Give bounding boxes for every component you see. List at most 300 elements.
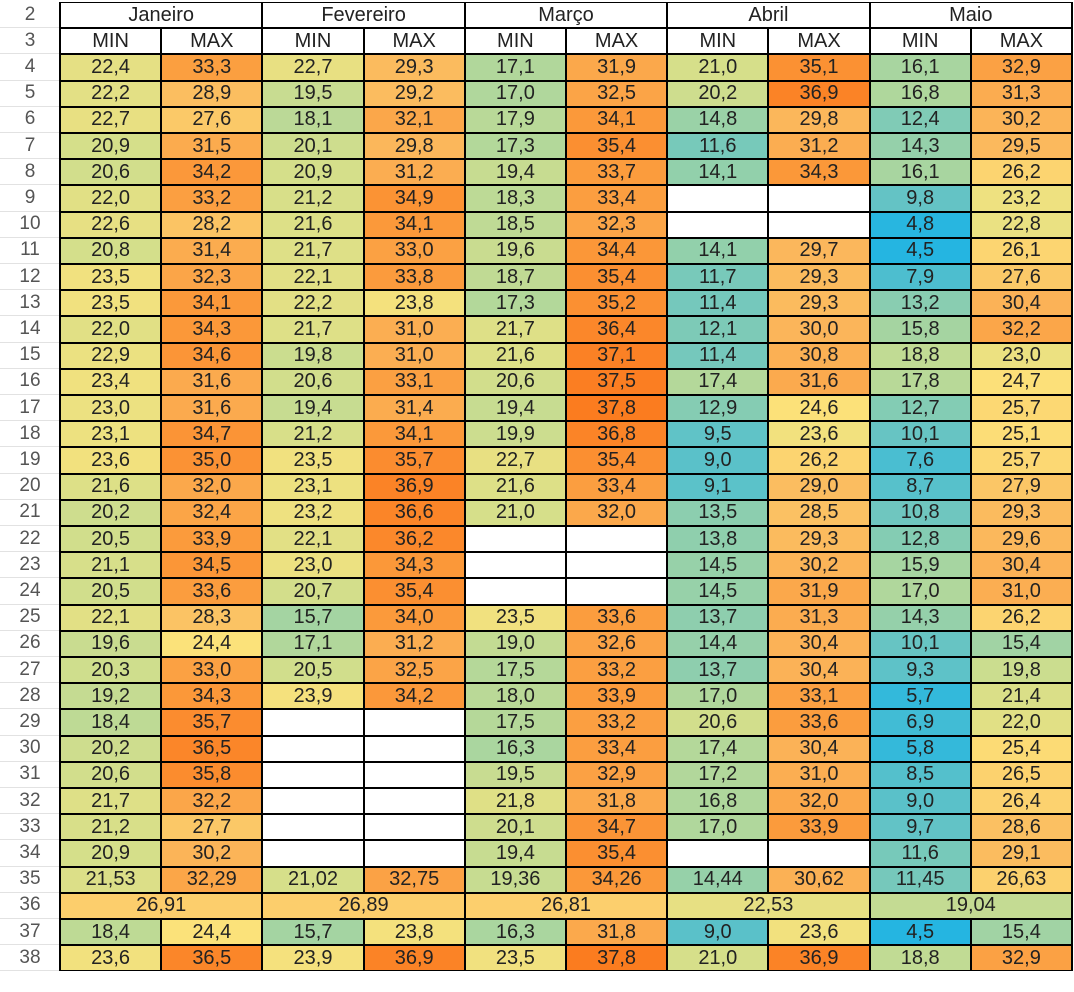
data-cell[interactable]: 19,8 <box>971 657 1072 683</box>
data-cell[interactable]: 32,5 <box>364 657 465 683</box>
data-cell[interactable]: 17,1 <box>465 54 566 80</box>
data-cell[interactable]: 17,3 <box>465 290 566 316</box>
data-cell[interactable]: 34,7 <box>161 421 262 447</box>
data-cell[interactable]: 35,4 <box>566 447 667 473</box>
data-cell[interactable]: 20,9 <box>262 159 363 185</box>
data-cell[interactable]: 30,4 <box>768 657 869 683</box>
maximum-cell[interactable]: 21,0 <box>667 945 768 971</box>
data-cell[interactable] <box>262 709 363 735</box>
maximum-cell[interactable]: 36,9 <box>768 945 869 971</box>
data-cell[interactable]: 14,5 <box>667 578 768 604</box>
data-cell[interactable]: 34,2 <box>364 683 465 709</box>
data-cell[interactable]: 14,8 <box>667 107 768 133</box>
month-header-3[interactable]: Abril <box>667 2 869 28</box>
data-cell[interactable]: 19,4 <box>465 159 566 185</box>
data-cell[interactable]: 22,0 <box>971 709 1072 735</box>
data-cell[interactable]: 35,2 <box>566 290 667 316</box>
row-number[interactable]: 16 <box>0 369 60 395</box>
maximum-cell[interactable]: 18,8 <box>870 945 971 971</box>
sub-header-max[interactable]: MAX <box>566 28 667 54</box>
data-cell[interactable]: 17,5 <box>465 709 566 735</box>
data-cell[interactable]: 23,1 <box>262 474 363 500</box>
row-number[interactable]: 31 <box>0 762 60 788</box>
data-cell[interactable]: 19,2 <box>60 683 161 709</box>
data-cell[interactable] <box>667 840 768 866</box>
data-cell[interactable]: 34,3 <box>161 316 262 342</box>
data-cell[interactable]: 10,1 <box>870 631 971 657</box>
data-cell[interactable]: 20,2 <box>60 500 161 526</box>
data-cell[interactable]: 22,1 <box>262 264 363 290</box>
data-cell[interactable]: 20,5 <box>60 578 161 604</box>
data-cell[interactable]: 17,5 <box>465 657 566 683</box>
data-cell[interactable]: 21,1 <box>60 552 161 578</box>
data-cell[interactable]: 33,7 <box>566 159 667 185</box>
data-cell[interactable]: 31,0 <box>768 762 869 788</box>
data-cell[interactable]: 37,1 <box>566 343 667 369</box>
data-cell[interactable]: 21,4 <box>971 683 1072 709</box>
data-cell[interactable]: 22,2 <box>262 290 363 316</box>
row-number[interactable]: 29 <box>0 709 60 735</box>
row-number[interactable]: 4 <box>0 54 60 80</box>
data-cell[interactable]: 20,6 <box>667 709 768 735</box>
data-cell[interactable]: 34,3 <box>364 552 465 578</box>
data-cell[interactable]: 33,9 <box>566 683 667 709</box>
data-cell[interactable]: 28,6 <box>971 814 1072 840</box>
data-cell[interactable]: 36,4 <box>566 316 667 342</box>
average-cell[interactable]: 34,26 <box>566 867 667 893</box>
data-cell[interactable]: 21,7 <box>262 316 363 342</box>
row-number[interactable]: 24 <box>0 578 60 604</box>
data-cell[interactable]: 21,0 <box>465 500 566 526</box>
data-cell[interactable]: 18,7 <box>465 264 566 290</box>
data-cell[interactable]: 21,7 <box>465 316 566 342</box>
data-cell[interactable]: 31,4 <box>364 395 465 421</box>
data-cell[interactable]: 29,3 <box>768 290 869 316</box>
data-cell[interactable]: 14,1 <box>667 159 768 185</box>
data-cell[interactable]: 36,9 <box>768 81 869 107</box>
data-cell[interactable]: 33,6 <box>566 605 667 631</box>
row-number[interactable]: 7 <box>0 133 60 159</box>
data-cell[interactable]: 29,1 <box>971 840 1072 866</box>
data-cell[interactable]: 24,6 <box>768 395 869 421</box>
row-number[interactable]: 26 <box>0 631 60 657</box>
data-cell[interactable]: 21,6 <box>465 343 566 369</box>
data-cell[interactable]: 23,5 <box>465 605 566 631</box>
data-cell[interactable]: 35,7 <box>364 447 465 473</box>
average-cell[interactable]: 11,45 <box>870 867 971 893</box>
data-cell[interactable]: 14,3 <box>870 133 971 159</box>
data-cell[interactable]: 19,8 <box>262 343 363 369</box>
row-number[interactable]: 35 <box>0 867 60 893</box>
data-cell[interactable]: 23,4 <box>60 369 161 395</box>
minimum-cell[interactable]: 31,8 <box>566 919 667 945</box>
data-cell[interactable]: 35,8 <box>161 762 262 788</box>
data-cell[interactable]: 31,2 <box>364 631 465 657</box>
data-cell[interactable] <box>566 526 667 552</box>
data-cell[interactable]: 34,2 <box>161 159 262 185</box>
data-cell[interactable] <box>768 840 869 866</box>
row-number[interactable]: 21 <box>0 500 60 526</box>
data-cell[interactable]: 6,9 <box>870 709 971 735</box>
data-cell[interactable]: 20,3 <box>60 657 161 683</box>
data-cell[interactable]: 36,2 <box>364 526 465 552</box>
data-cell[interactable]: 31,0 <box>364 316 465 342</box>
row-number[interactable]: 38 <box>0 945 60 971</box>
data-cell[interactable]: 23,2 <box>262 500 363 526</box>
data-cell[interactable]: 31,3 <box>768 605 869 631</box>
row-number[interactable]: 2 <box>0 2 60 28</box>
data-cell[interactable]: 29,8 <box>768 107 869 133</box>
monthly-average-cell[interactable]: 26,81 <box>465 893 667 919</box>
data-cell[interactable] <box>262 736 363 762</box>
data-cell[interactable]: 31,0 <box>364 343 465 369</box>
data-cell[interactable]: 18,4 <box>60 709 161 735</box>
data-cell[interactable]: 23,1 <box>60 421 161 447</box>
data-cell[interactable]: 13,2 <box>870 290 971 316</box>
data-cell[interactable]: 11,7 <box>667 264 768 290</box>
data-cell[interactable]: 34,1 <box>364 212 465 238</box>
data-cell[interactable] <box>465 552 566 578</box>
data-cell[interactable]: 22,6 <box>60 212 161 238</box>
data-cell[interactable]: 36,9 <box>364 474 465 500</box>
data-cell[interactable]: 23,2 <box>971 185 1072 211</box>
monthly-average-cell[interactable]: 26,91 <box>60 893 262 919</box>
data-cell[interactable]: 29,2 <box>364 81 465 107</box>
data-cell[interactable]: 17,4 <box>667 736 768 762</box>
data-cell[interactable]: 7,9 <box>870 264 971 290</box>
data-cell[interactable]: 27,6 <box>161 107 262 133</box>
data-cell[interactable]: 14,1 <box>667 238 768 264</box>
data-cell[interactable]: 19,6 <box>465 238 566 264</box>
data-cell[interactable]: 33,4 <box>566 736 667 762</box>
row-number[interactable]: 30 <box>0 736 60 762</box>
data-cell[interactable]: 20,2 <box>667 81 768 107</box>
data-cell[interactable]: 21,0 <box>667 54 768 80</box>
data-cell[interactable]: 24,7 <box>971 369 1072 395</box>
data-cell[interactable]: 20,5 <box>262 657 363 683</box>
data-cell[interactable]: 22,4 <box>60 54 161 80</box>
data-cell[interactable]: 33,3 <box>161 54 262 80</box>
data-cell[interactable]: 34,1 <box>566 107 667 133</box>
data-cell[interactable]: 29,0 <box>768 474 869 500</box>
data-cell[interactable]: 29,3 <box>768 264 869 290</box>
data-cell[interactable]: 28,3 <box>161 605 262 631</box>
data-cell[interactable] <box>566 552 667 578</box>
data-cell[interactable]: 15,4 <box>971 631 1072 657</box>
data-cell[interactable]: 29,3 <box>768 526 869 552</box>
data-cell[interactable]: 32,0 <box>161 474 262 500</box>
data-cell[interactable]: 19,6 <box>60 631 161 657</box>
data-cell[interactable]: 22,7 <box>465 447 566 473</box>
data-cell[interactable]: 12,9 <box>667 395 768 421</box>
data-cell[interactable]: 17,2 <box>667 762 768 788</box>
data-cell[interactable] <box>364 762 465 788</box>
data-cell[interactable]: 29,6 <box>971 526 1072 552</box>
data-cell[interactable]: 22,7 <box>60 107 161 133</box>
data-cell[interactable]: 20,6 <box>465 369 566 395</box>
data-cell[interactable]: 22,1 <box>60 605 161 631</box>
data-cell[interactable]: 5,8 <box>870 736 971 762</box>
data-cell[interactable] <box>465 578 566 604</box>
data-cell[interactable] <box>364 814 465 840</box>
data-cell[interactable] <box>262 762 363 788</box>
data-cell[interactable]: 23,0 <box>971 343 1072 369</box>
data-cell[interactable]: 13,5 <box>667 500 768 526</box>
data-cell[interactable]: 11,6 <box>870 840 971 866</box>
data-cell[interactable]: 33,6 <box>768 709 869 735</box>
data-cell[interactable]: 20,6 <box>60 762 161 788</box>
average-cell[interactable]: 30,62 <box>768 867 869 893</box>
data-cell[interactable]: 22,1 <box>262 526 363 552</box>
data-cell[interactable]: 20,1 <box>262 133 363 159</box>
average-cell[interactable]: 21,02 <box>262 867 363 893</box>
data-cell[interactable] <box>262 840 363 866</box>
data-cell[interactable]: 7,6 <box>870 447 971 473</box>
data-cell[interactable]: 32,9 <box>971 54 1072 80</box>
data-cell[interactable]: 34,3 <box>161 683 262 709</box>
data-cell[interactable]: 32,3 <box>161 264 262 290</box>
average-cell[interactable]: 19,36 <box>465 867 566 893</box>
data-cell[interactable]: 29,3 <box>971 500 1072 526</box>
data-cell[interactable]: 20,5 <box>60 526 161 552</box>
data-cell[interactable]: 20,2 <box>60 736 161 762</box>
data-cell[interactable]: 19,5 <box>262 81 363 107</box>
data-cell[interactable]: 35,4 <box>566 840 667 866</box>
data-cell[interactable]: 16,8 <box>667 788 768 814</box>
row-number[interactable]: 37 <box>0 919 60 945</box>
average-cell[interactable]: 14,44 <box>667 867 768 893</box>
data-cell[interactable]: 28,2 <box>161 212 262 238</box>
data-cell[interactable]: 30,4 <box>971 552 1072 578</box>
data-cell[interactable]: 31,6 <box>161 369 262 395</box>
data-cell[interactable]: 21,6 <box>262 212 363 238</box>
data-cell[interactable]: 34,5 <box>161 552 262 578</box>
minimum-cell[interactable]: 24,4 <box>161 919 262 945</box>
data-cell[interactable]: 5,7 <box>870 683 971 709</box>
data-cell[interactable] <box>667 185 768 211</box>
data-cell[interactable]: 26,5 <box>971 762 1072 788</box>
data-cell[interactable]: 15,9 <box>870 552 971 578</box>
data-cell[interactable] <box>364 788 465 814</box>
data-cell[interactable]: 32,2 <box>971 316 1072 342</box>
data-cell[interactable] <box>364 736 465 762</box>
data-cell[interactable]: 37,8 <box>566 395 667 421</box>
data-cell[interactable]: 15,7 <box>262 605 363 631</box>
row-number[interactable]: 28 <box>0 683 60 709</box>
data-cell[interactable]: 21,7 <box>262 238 363 264</box>
data-cell[interactable]: 26,4 <box>971 788 1072 814</box>
data-cell[interactable]: 31,3 <box>971 81 1072 107</box>
data-cell[interactable] <box>364 840 465 866</box>
sub-header-min[interactable]: MIN <box>870 28 971 54</box>
data-cell[interactable]: 31,2 <box>768 133 869 159</box>
data-cell[interactable]: 36,6 <box>364 500 465 526</box>
data-cell[interactable]: 32,3 <box>566 212 667 238</box>
data-cell[interactable]: 26,2 <box>768 447 869 473</box>
row-number[interactable]: 12 <box>0 264 60 290</box>
data-cell[interactable]: 23,0 <box>262 552 363 578</box>
data-cell[interactable]: 19,4 <box>465 840 566 866</box>
data-cell[interactable]: 33,1 <box>364 369 465 395</box>
data-cell[interactable]: 32,6 <box>566 631 667 657</box>
data-cell[interactable]: 28,5 <box>768 500 869 526</box>
row-number[interactable]: 36 <box>0 893 60 919</box>
data-cell[interactable]: 30,4 <box>768 736 869 762</box>
data-cell[interactable]: 22,0 <box>60 185 161 211</box>
monthly-average-cell[interactable]: 22,53 <box>667 893 869 919</box>
data-cell[interactable]: 25,4 <box>971 736 1072 762</box>
data-cell[interactable]: 30,2 <box>161 840 262 866</box>
data-cell[interactable] <box>768 212 869 238</box>
minimum-cell[interactable]: 15,4 <box>971 919 1072 945</box>
data-cell[interactable]: 33,6 <box>161 578 262 604</box>
data-cell[interactable]: 19,5 <box>465 762 566 788</box>
data-cell[interactable]: 17,0 <box>465 81 566 107</box>
data-cell[interactable]: 29,5 <box>971 133 1072 159</box>
row-number[interactable]: 9 <box>0 185 60 211</box>
data-cell[interactable]: 23,5 <box>262 447 363 473</box>
data-cell[interactable]: 34,7 <box>566 814 667 840</box>
month-header-4[interactable]: Maio <box>870 2 1072 28</box>
row-number[interactable]: 19 <box>0 447 60 473</box>
data-cell[interactable]: 12,7 <box>870 395 971 421</box>
data-cell[interactable]: 31,5 <box>161 133 262 159</box>
data-cell[interactable]: 4,8 <box>870 212 971 238</box>
data-cell[interactable]: 20,6 <box>262 369 363 395</box>
data-cell[interactable]: 16,1 <box>870 159 971 185</box>
data-cell[interactable]: 21,6 <box>60 474 161 500</box>
data-cell[interactable]: 21,6 <box>465 474 566 500</box>
monthly-average-cell[interactable]: 26,89 <box>262 893 464 919</box>
average-cell[interactable]: 21,53 <box>60 867 161 893</box>
data-cell[interactable]: 9,1 <box>667 474 768 500</box>
data-cell[interactable]: 34,0 <box>364 605 465 631</box>
data-cell[interactable]: 33,2 <box>566 657 667 683</box>
data-cell[interactable]: 33,2 <box>161 185 262 211</box>
data-cell[interactable]: 27,6 <box>971 264 1072 290</box>
data-cell[interactable]: 20,1 <box>465 814 566 840</box>
maximum-cell[interactable]: 36,9 <box>364 945 465 971</box>
data-cell[interactable]: 9,3 <box>870 657 971 683</box>
data-cell[interactable]: 9,5 <box>667 421 768 447</box>
data-cell[interactable]: 36,8 <box>566 421 667 447</box>
data-cell[interactable]: 30,0 <box>768 316 869 342</box>
maximum-cell[interactable]: 23,5 <box>465 945 566 971</box>
data-cell[interactable]: 8,7 <box>870 474 971 500</box>
data-cell[interactable]: 17,8 <box>870 369 971 395</box>
data-cell[interactable]: 30,4 <box>971 290 1072 316</box>
data-cell[interactable]: 17,1 <box>262 631 363 657</box>
row-number[interactable]: 11 <box>0 238 60 264</box>
data-cell[interactable]: 31,6 <box>768 369 869 395</box>
data-cell[interactable]: 11,4 <box>667 343 768 369</box>
data-cell[interactable]: 35,7 <box>161 709 262 735</box>
maximum-cell[interactable]: 37,8 <box>566 945 667 971</box>
data-cell[interactable]: 32,4 <box>161 500 262 526</box>
data-cell[interactable]: 33,8 <box>364 264 465 290</box>
data-cell[interactable]: 21,2 <box>262 421 363 447</box>
row-number[interactable]: 8 <box>0 159 60 185</box>
sub-header-max[interactable]: MAX <box>161 28 262 54</box>
data-cell[interactable]: 17,3 <box>465 133 566 159</box>
data-cell[interactable] <box>262 788 363 814</box>
data-cell[interactable]: 16,1 <box>870 54 971 80</box>
data-cell[interactable]: 33,9 <box>768 814 869 840</box>
row-number[interactable]: 23 <box>0 552 60 578</box>
data-cell[interactable]: 18,3 <box>465 185 566 211</box>
month-header-1[interactable]: Fevereiro <box>262 2 464 28</box>
month-header-2[interactable]: Março <box>465 2 667 28</box>
row-number[interactable]: 33 <box>0 814 60 840</box>
data-cell[interactable]: 32,9 <box>566 762 667 788</box>
data-cell[interactable]: 10,1 <box>870 421 971 447</box>
data-cell[interactable]: 32,0 <box>566 500 667 526</box>
month-header-0[interactable]: Janeiro <box>60 2 262 28</box>
data-cell[interactable]: 25,1 <box>971 421 1072 447</box>
data-cell[interactable]: 22,7 <box>262 54 363 80</box>
data-cell[interactable]: 34,3 <box>768 159 869 185</box>
data-cell[interactable]: 9,0 <box>870 788 971 814</box>
data-cell[interactable]: 33,9 <box>161 526 262 552</box>
data-cell[interactable]: 26,2 <box>971 159 1072 185</box>
minimum-cell[interactable]: 15,7 <box>262 919 363 945</box>
data-cell[interactable]: 34,1 <box>364 421 465 447</box>
data-cell[interactable]: 25,7 <box>971 447 1072 473</box>
data-cell[interactable]: 30,8 <box>768 343 869 369</box>
data-cell[interactable]: 19,4 <box>465 395 566 421</box>
data-cell[interactable]: 13,7 <box>667 657 768 683</box>
minimum-cell[interactable]: 23,6 <box>768 919 869 945</box>
data-cell[interactable]: 14,5 <box>667 552 768 578</box>
row-number[interactable]: 17 <box>0 395 60 421</box>
data-cell[interactable]: 19,9 <box>465 421 566 447</box>
data-cell[interactable]: 18,0 <box>465 683 566 709</box>
data-cell[interactable]: 22,8 <box>971 212 1072 238</box>
monthly-average-cell[interactable]: 19,04 <box>870 893 1072 919</box>
data-cell[interactable]: 33,1 <box>768 683 869 709</box>
data-cell[interactable]: 33,4 <box>566 474 667 500</box>
data-cell[interactable]: 20,9 <box>60 840 161 866</box>
data-cell[interactable]: 14,3 <box>870 605 971 631</box>
data-cell[interactable]: 32,5 <box>566 81 667 107</box>
data-cell[interactable]: 23,5 <box>60 264 161 290</box>
row-number[interactable]: 10 <box>0 212 60 238</box>
data-cell[interactable]: 23,0 <box>60 395 161 421</box>
row-number[interactable]: 6 <box>0 107 60 133</box>
data-cell[interactable]: 35,1 <box>768 54 869 80</box>
data-cell[interactable]: 34,9 <box>364 185 465 211</box>
data-cell[interactable]: 30,4 <box>768 631 869 657</box>
data-cell[interactable]: 18,8 <box>870 343 971 369</box>
data-cell[interactable] <box>364 709 465 735</box>
data-cell[interactable]: 33,0 <box>161 657 262 683</box>
data-cell[interactable]: 22,0 <box>60 316 161 342</box>
data-cell[interactable]: 31,4 <box>161 238 262 264</box>
data-cell[interactable]: 35,0 <box>161 447 262 473</box>
data-cell[interactable]: 19,4 <box>262 395 363 421</box>
data-cell[interactable]: 33,4 <box>566 185 667 211</box>
data-cell[interactable]: 17,0 <box>667 683 768 709</box>
data-cell[interactable]: 31,0 <box>971 578 1072 604</box>
data-cell[interactable]: 27,7 <box>161 814 262 840</box>
data-cell[interactable]: 17,4 <box>667 369 768 395</box>
sub-header-max[interactable]: MAX <box>971 28 1072 54</box>
data-cell[interactable]: 18,1 <box>262 107 363 133</box>
data-cell[interactable]: 23,6 <box>768 421 869 447</box>
row-number[interactable]: 3 <box>0 28 60 54</box>
data-cell[interactable]: 33,2 <box>566 709 667 735</box>
maximum-cell[interactable]: 23,6 <box>60 945 161 971</box>
